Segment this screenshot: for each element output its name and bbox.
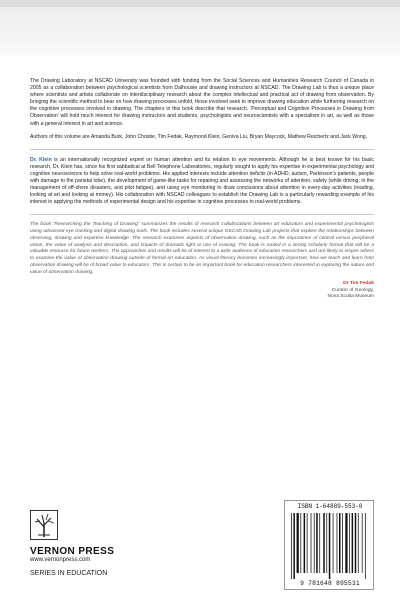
publisher-name: VERNON PRESS bbox=[30, 546, 115, 557]
barcode-bar bbox=[297, 513, 299, 573]
barcode-bar bbox=[314, 513, 315, 573]
series-name: SERIES IN EDUCATION bbox=[30, 570, 108, 577]
authors-paragraph: Authors of this volume are Amanda Burk, John Christie, Tim Fedak, Raymond Klein, Geniva Liu, Bryan Maycock, Mathew Reichertz and Jack Wong. bbox=[30, 133, 368, 140]
barcode-bar bbox=[362, 513, 363, 573]
barcode-bar bbox=[337, 513, 338, 573]
barcode-bar bbox=[319, 513, 320, 573]
signer-title: Curator of Geology, bbox=[331, 287, 374, 293]
bio-text: is an internationally recognized expert on human attention and its relation to eye movements. Although he is best known for his basic research, Dr. Klein has, since his first sabbatical at Bell Telephone Laboratories, regularly sought to apply his expertise in experimental psychology and cognitive neuroscience to help solve real-world problems. His applied interests include attention deficits (in ADHD, autism, Parkinson’s patients, people with damage to the parietal lobe), the development of game-like tasks for repairing and assessing the networks of attention, safety (while driving, in the management of off-shore disasters, and pilot fatigue), and using eye monitoring to draw conclusions about attention in every-day activities (reading, looking at art and looking at money). His collaboration with NSCAD colleagues to establish the Drawing Lab is a particularly rewarding example of his interest in applying the methods of experimental design and his expertise in cognitive processes to real-world problems. bbox=[30, 156, 374, 206]
signer-name: Dr Tim Fedak bbox=[343, 281, 374, 287]
section-divider bbox=[30, 149, 374, 150]
barcode-digits: 9 781648 895531 bbox=[300, 580, 360, 587]
publisher-url: www.vernonpress.com bbox=[30, 557, 91, 563]
top-edge-stripe bbox=[0, 0, 400, 7]
barcode-bar bbox=[307, 513, 308, 573]
bio-name: Dr. Klein bbox=[30, 156, 52, 163]
tree-logo-icon bbox=[31, 511, 57, 539]
barcode-bar bbox=[304, 513, 306, 573]
barcode-bar bbox=[352, 513, 354, 573]
barcode-icon bbox=[289, 513, 371, 579]
barcode-bar bbox=[291, 513, 292, 579]
cover-text-block bbox=[30, 78, 374, 301]
barcode-bar bbox=[323, 513, 325, 573]
endorsement-quote: The book “Researching the Teaching of Drawing” summarizes the results of research collaborations between art educators and experimental psychologists using advanced eye tracking and digital drawing tools. The book includes several unique NSCAD Drawing Lab projects that explore the relationships between observing, drawing and expertise knowledge. The research examines aspects of observation drawing, such as the importance of central versus peripheral vision, the value of analysis and description, and impacts of dramatic light or use of erasing. The book is rooted in a strong scholarly format that will be a valuable resource for future workers. The approaches and results will be of interest to a wide audience of education researchers and are likely to inspire others to examine the value of observation drawing outside of formal art education. As visual literacy becomes increasingly important, how we teach and learn from observation drawing will be of broad value to educators. This is certain to be an important book for education researchers interested in exploring the nature and value of observation drawing. bbox=[30, 222, 374, 275]
publisher-logo bbox=[30, 510, 58, 540]
barcode-bar bbox=[349, 513, 350, 573]
barcode-bar bbox=[300, 513, 301, 573]
intro-paragraph: The Drawing Laboratory at NSCAD University was founded with funding from the Social Sciences and Humanities Research Council of Canada in 2005 as a collaboration between psychological scientists from Dalhousie and drawing instructors at NSCAD. The Drawing Lab is thus a unique place where scientists and artists collaborate on interdisciplinary research about the complex intellectual and practical act of drawing from observation. By bringing the scientific method to bear on how drawing processes unfold, those involved seek to improve drawing education while furthering research on the cognitive processes involved in drawing. The chapters in this book describe that research. ‘Perceptual and Cognitive Processes in Drawing from Observation’ will hold much interest for drawing instructors and students, psychologists and neuroscientists with a specialism in art, as well as those with a general interest in art and science. bbox=[30, 78, 374, 127]
barcode-bar bbox=[365, 513, 366, 579]
barcode-bar bbox=[342, 513, 343, 573]
barcode-bar bbox=[358, 513, 359, 573]
top-margin-band bbox=[0, 0, 400, 56]
barcode-bar bbox=[293, 513, 295, 579]
endorsement-signature bbox=[30, 281, 374, 301]
barcode-bar bbox=[326, 513, 327, 573]
section-divider bbox=[30, 214, 374, 215]
barcode-bar bbox=[316, 513, 318, 573]
barcode-bar bbox=[333, 513, 334, 573]
barcode-bar bbox=[345, 513, 347, 573]
isbn-label: ISBN 1-64889-553-0 bbox=[297, 503, 363, 510]
barcode-bar bbox=[311, 513, 312, 573]
author-bio bbox=[30, 157, 374, 207]
barcode-bar bbox=[355, 513, 357, 573]
barcode-bar bbox=[339, 513, 341, 573]
barcode-bar bbox=[329, 513, 331, 579]
signer-org: Nova Scotia Museum bbox=[327, 294, 374, 300]
isbn-barcode bbox=[284, 500, 374, 590]
